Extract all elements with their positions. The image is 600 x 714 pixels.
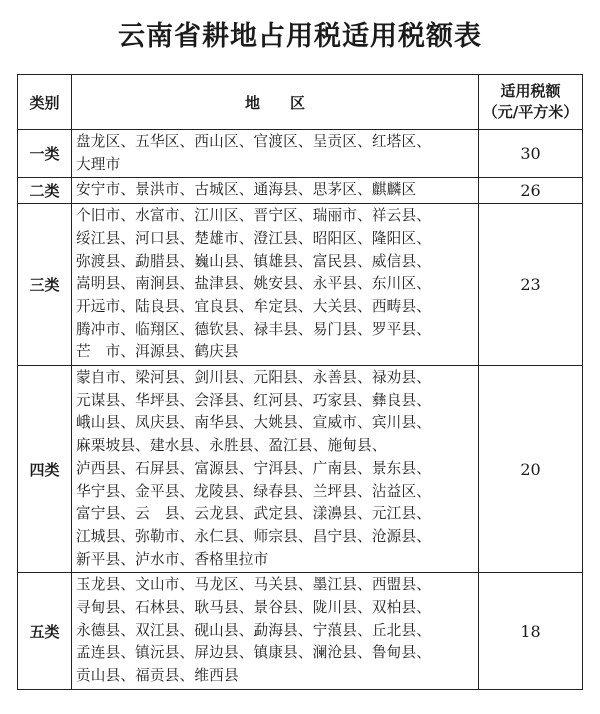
region-cell: 盘龙区、五华区、西山区、官渡区、呈贡区、红塔区、 大理市: [72, 130, 479, 178]
header-tax-rate: [479, 75, 583, 130]
category-cell: 三类: [18, 204, 72, 366]
category-cell: 一类: [18, 130, 72, 178]
tax-cell: 30: [479, 130, 583, 178]
header-tax-rate-label: 适用税额: [500, 82, 561, 100]
header-category: 类别: [18, 75, 72, 130]
category-cell: 五类: [18, 573, 72, 690]
header-region: 地 区: [72, 75, 479, 130]
category-cell: 二类: [18, 178, 72, 204]
table-row: [18, 130, 583, 178]
page-title: 云南省耕地占用税适用税额表: [118, 21, 482, 52]
region-cell: 个旧市、水富市、江川区、晋宁区、瑞丽市、祥云县、 绥江县、河口县、楚雄市、澄江县、昭阳区、隆阳区、 弥渡县、勐腊县、巍山县、镇雄县、富民县、威信县、 嵩明县、南涧县、盐津县、姚安县、永平县、东川区、 开远市、陆良县、宜良县、牟定县、大关县、西畴县、 腾冲市、临翔区、德钦县、禄丰县、易门县、罗平县、 芒 市、洱源县、鹤庆县: [72, 204, 479, 366]
category-cell: 四类: [18, 366, 72, 573]
region-cell: 蒙自市、梁河县、剑川县、元阳县、永善县、禄劝县、 元谋县、华坪县、会泽县、红河县、巧家县、彝良县、 峨山县、凤庆县、南华县、大姚县、宣威市、宾川县、 麻栗坡县、建水县、永胜县、盈江县、施甸县、 泸西县、石屏县、富源县、宁洱县、广南县、景东县、 华宁县、金平县、龙陵县、绿春县、兰坪县、沾益区、 富宁县、云 县、云龙县、武定县、漾濞县、元江县、 江城县、弥勒市、永仁县、师宗县、昌宁县、沧源县、 新平县、泸水市、香格里拉市: [72, 366, 479, 573]
header-tax-rate-unit: （元/平方米）: [482, 103, 579, 121]
table-row: [18, 573, 583, 690]
tax-rate-table: [17, 74, 583, 690]
table-row: [18, 204, 583, 366]
tax-cell: 18: [479, 573, 583, 690]
table-header-row: [18, 75, 583, 130]
region-cell: 玉龙县、文山市、马龙区、马关县、墨江县、西盟县、 寻甸县、石林县、耿马县、景谷县、陇川县、双柏县、 永德县、双江县、砚山县、勐海县、宁蒗县、丘北县、 孟连县、镇沅县、屏边县、镇康县、澜沧县、鲁甸县、 贡山县、福贡县、维西县: [72, 573, 479, 690]
tax-cell: 20: [479, 366, 583, 573]
tax-cell: 23: [479, 204, 583, 366]
region-cell: 安宁市、景洪市、古城区、通海县、思茅区、麒麟区: [72, 178, 479, 204]
table-row: [18, 178, 583, 204]
table-row: [18, 366, 583, 573]
tax-cell: 26: [479, 178, 583, 204]
